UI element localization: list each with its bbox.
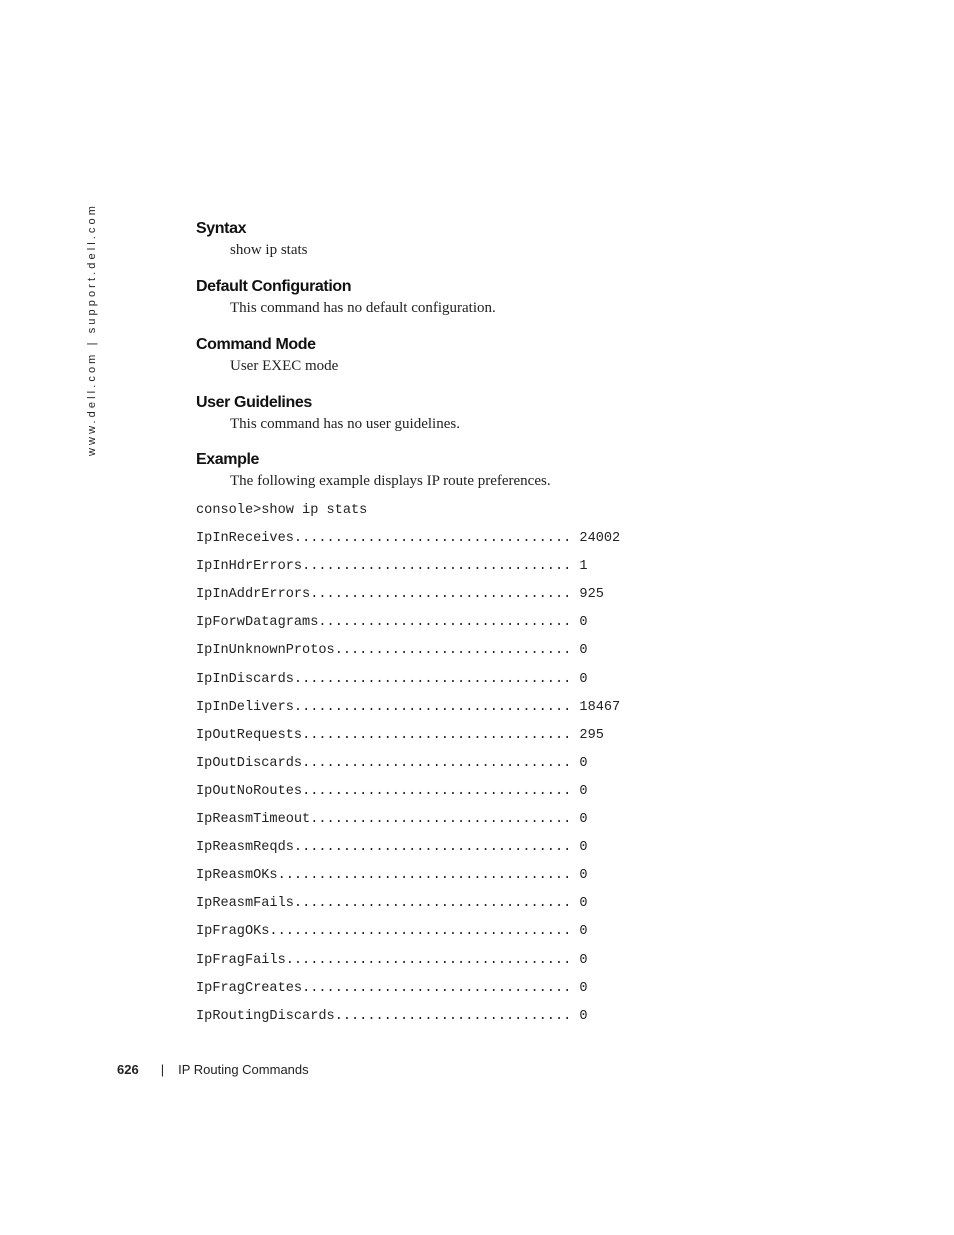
- code-row: [196, 806, 896, 834]
- code-row: [196, 750, 896, 778]
- code-rows: [196, 525, 896, 1031]
- code-row-name: IpInAddrErrors: [196, 587, 311, 603]
- code-row-name: IpRoutingDiscards: [196, 1008, 335, 1024]
- example-heading: Example: [196, 451, 260, 468]
- page-number: 626: [117, 1062, 139, 1077]
- code-row-leader: .................................: [302, 727, 580, 743]
- code-row: [196, 553, 896, 581]
- code-row: [196, 525, 896, 553]
- syntax-heading: Syntax: [196, 220, 247, 237]
- code-row-value: 18467: [579, 699, 621, 715]
- code-row-name: IpFragFails: [196, 952, 286, 968]
- code-row-leader: ................................: [310, 587, 580, 603]
- code-row-value: 0: [579, 952, 588, 968]
- code-row-leader: .................................: [302, 783, 580, 799]
- code-row: [196, 694, 896, 722]
- code-row-leader: ..................................: [293, 840, 580, 856]
- code-row-value: 295: [579, 727, 604, 743]
- code-row-name: IpReasmOKs: [196, 868, 278, 884]
- page-content: [196, 218, 896, 1031]
- code-row-value: 0: [579, 896, 588, 912]
- code-row-value: 1: [579, 559, 588, 575]
- code-row-value: 925: [579, 587, 604, 603]
- code-row-value: 0: [579, 868, 588, 884]
- code-row-value: 0: [579, 783, 588, 799]
- user-guidelines-heading: User Guidelines: [196, 394, 312, 411]
- code-row-leader: ..................................: [293, 671, 580, 687]
- code-command: console>show ip stats: [196, 503, 368, 518]
- code-row-leader: .............................: [334, 643, 580, 659]
- code-row-leader: .................................: [302, 755, 580, 771]
- code-row-value: 0: [579, 755, 588, 771]
- code-row-leader: ...................................: [285, 952, 580, 968]
- code-row: [196, 834, 896, 862]
- syntax-section: [196, 218, 896, 260]
- chapter-title: IP Routing Commands: [178, 1062, 309, 1077]
- footer-separator: |: [160, 1062, 165, 1077]
- code-row-name: IpReasmReqds: [196, 840, 294, 856]
- code-row-name: IpInDelivers: [196, 699, 294, 715]
- code-row: [196, 862, 896, 890]
- code-row-leader: ...............................: [318, 615, 580, 631]
- page-footer: [117, 1061, 309, 1079]
- code-row-value: 0: [579, 924, 588, 940]
- code-row-value: 0: [579, 671, 588, 687]
- code-row-leader: ....................................: [277, 868, 580, 884]
- code-row-leader: ..................................: [293, 699, 580, 715]
- code-row-value: 0: [579, 840, 588, 856]
- code-row-name: IpReasmTimeout: [196, 812, 311, 828]
- code-row-value: 0: [579, 615, 588, 631]
- code-row-leader: .................................: [302, 559, 580, 575]
- side-url-text: www.dell.com | support.dell.com: [86, 202, 98, 456]
- code-row-leader: .....................................: [269, 924, 580, 940]
- code-row-name: IpInDiscards: [196, 671, 294, 687]
- example-code-block: [196, 497, 896, 1031]
- code-row: [196, 581, 896, 609]
- code-row-name: IpFragCreates: [196, 980, 303, 996]
- code-row-value: 0: [579, 643, 588, 659]
- code-row-name: IpInUnknownProtos: [196, 643, 335, 659]
- code-row-name: IpInHdrErrors: [196, 559, 303, 575]
- example-section: [196, 449, 896, 491]
- code-row: [196, 975, 896, 1003]
- code-row-name: IpOutRequests: [196, 727, 303, 743]
- code-row: [196, 1003, 896, 1031]
- code-row-leader: .............................: [334, 1008, 580, 1024]
- code-row-name: IpOutNoRoutes: [196, 783, 303, 799]
- code-row: [196, 947, 896, 975]
- command-mode-section: [196, 334, 896, 376]
- code-row-value: 0: [579, 812, 588, 828]
- code-row-leader: ..................................: [293, 531, 580, 547]
- code-row-name: IpOutDiscards: [196, 755, 303, 771]
- example-text: The following example displays IP route preferences.: [230, 473, 551, 489]
- code-row-leader: ..................................: [293, 896, 580, 912]
- default-config-heading: Default Configuration: [196, 278, 352, 295]
- code-row-value: 0: [579, 1008, 588, 1024]
- code-row: [196, 778, 896, 806]
- code-row: [196, 637, 896, 665]
- syntax-text: show ip stats: [230, 242, 308, 258]
- code-row-name: IpReasmFails: [196, 896, 294, 912]
- code-row: [196, 918, 896, 946]
- code-row: [196, 666, 896, 694]
- code-row-value: 24002: [579, 531, 621, 547]
- user-guidelines-section: [196, 392, 896, 434]
- command-mode-text: User EXEC mode: [230, 358, 339, 374]
- code-row-leader: ................................: [310, 812, 580, 828]
- code-row: [196, 890, 896, 918]
- default-config-section: [196, 276, 896, 318]
- code-row-name: IpInReceives: [196, 531, 294, 547]
- default-config-text: This command has no default configuration.: [230, 300, 496, 316]
- code-row-name: IpFragOKs: [196, 924, 270, 940]
- code-row-leader: .................................: [302, 980, 580, 996]
- code-row-value: 0: [579, 980, 588, 996]
- user-guidelines-text: This command has no user guidelines.: [230, 416, 460, 432]
- code-row: [196, 609, 896, 637]
- code-row: [196, 722, 896, 750]
- command-mode-heading: Command Mode: [196, 336, 316, 353]
- code-row-name: IpForwDatagrams: [196, 615, 319, 631]
